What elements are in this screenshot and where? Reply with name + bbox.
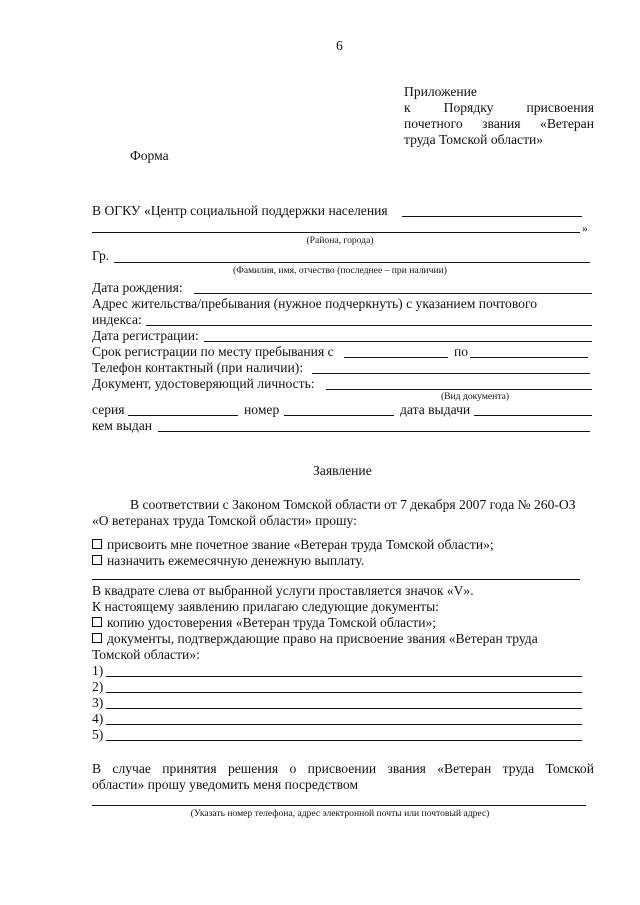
appendix-line3-text: почетного звания «Ветеран: [404, 116, 594, 131]
mark-note: В квадрате слева от выбранной услуги проставляется значок «V».: [92, 583, 474, 598]
attach-1-text: копию удостоверения «Ветеран труда Томской области»;: [107, 615, 437, 630]
birth-date-label: Дата рождения:: [92, 280, 183, 295]
issue-date-label: дата выдачи: [400, 402, 471, 417]
attach-intro: К настоящему заявлению прилагаю следующие документы:: [92, 599, 440, 614]
numbered-3-line[interactable]: [106, 708, 582, 709]
attach-2-text: документы, подтверждающие право на присвоение звания «Ветеран труда: [107, 631, 538, 646]
stay-to-label: по: [454, 344, 469, 359]
doc-type-hint: (Вид документа): [440, 391, 510, 402]
to-org-label: В ОГКУ «Центр социальной поддержки населения: [92, 203, 388, 218]
issued-by-line[interactable]: [158, 431, 590, 432]
birth-date-line[interactable]: [194, 293, 592, 294]
id-document-label: Документ, удостоверяющий личность:: [92, 376, 315, 391]
option-1: [92, 537, 494, 553]
appendix-line2: [404, 100, 594, 116]
notify-line-2: области» прошу уведомить меня посредством: [92, 777, 359, 792]
intro-line-2: «О ветеранах труда Томской области» прошу:: [92, 513, 357, 528]
citizen-label: Гр.: [92, 248, 110, 263]
attach-1: [92, 615, 436, 631]
phone-line[interactable]: [312, 373, 590, 374]
address-line[interactable]: [146, 325, 592, 326]
attach-2-cont: Томской области»:: [92, 647, 200, 662]
contact-line[interactable]: [92, 805, 586, 806]
appendix-line3: [404, 116, 594, 132]
attach-2: [92, 631, 538, 647]
attach-1-checkbox[interactable]: [92, 617, 102, 627]
numbered-5-label: 5): [92, 727, 104, 742]
option-1-checkbox[interactable]: [92, 539, 102, 549]
numbered-2-label: 2): [92, 679, 104, 694]
statement-title: Заявление: [313, 463, 372, 478]
number-line[interactable]: [284, 415, 394, 416]
id-document-line[interactable]: [326, 389, 592, 390]
stay-period-label: Срок регистрации по месту пребывания с: [92, 344, 334, 359]
intro-line-1: В соответствии с Законом Томской области от 7 декабря 2007 года № 260-ОЗ: [130, 497, 576, 512]
series-label: серия: [92, 402, 125, 417]
notify-line-1-text: В случае принятия решения о присвоении звания «Ветеран труда Томской: [92, 761, 594, 776]
option-2: [92, 553, 364, 569]
numbered-4-line[interactable]: [106, 724, 582, 725]
numbered-2-line[interactable]: [106, 692, 582, 693]
numbered-3-label: 3): [92, 695, 104, 710]
issued-by-label: кем выдан: [92, 418, 153, 433]
appendix-line4: труда Томской области»: [404, 132, 544, 147]
stay-to-line[interactable]: [470, 357, 588, 358]
attach-2-checkbox[interactable]: [92, 633, 102, 643]
address-label-2: индекса:: [92, 312, 142, 327]
stay-from-line[interactable]: [344, 357, 448, 358]
name-hint: (Фамилия, имя, отчество (последнее – при наличии): [233, 265, 447, 276]
form-label: Форма: [130, 148, 169, 163]
appendix-title: Приложение: [404, 84, 477, 99]
option-2-checkbox[interactable]: [92, 555, 102, 565]
numbered-1-line[interactable]: [106, 676, 582, 677]
phone-label: Телефон контактный (при наличии):: [92, 360, 304, 375]
district-line[interactable]: [402, 216, 582, 217]
notify-line-1: [92, 761, 594, 777]
numbered-1-label: 1): [92, 663, 104, 678]
address-label: Адрес жительства/пребывания (нужное подчеркнуть) с указанием почтового: [92, 296, 538, 311]
district-line-2[interactable]: [92, 232, 580, 233]
numbered-4-label: 4): [92, 711, 104, 726]
contact-hint: (Указать номер телефона, адрес электронной почты или почтовый адрес): [190, 808, 490, 819]
issue-date-line[interactable]: [474, 415, 592, 416]
registration-date-line[interactable]: [204, 341, 592, 342]
option-1-text: присвоить мне почетное звание «Ветеран труда Томской области»;: [107, 537, 494, 552]
page-number: 6: [336, 38, 343, 53]
options-separator: [92, 579, 580, 580]
registration-date-label: Дата регистрации:: [92, 328, 199, 343]
numbered-5-line[interactable]: [106, 740, 582, 741]
number-label: номер: [244, 402, 280, 417]
district-hint: (Района, города): [306, 235, 374, 246]
citizen-name-line[interactable]: [114, 262, 590, 263]
quote-close: »: [582, 221, 588, 235]
option-2-text: назначить ежемесячную денежную выплату.: [107, 553, 365, 568]
series-line[interactable]: [128, 415, 238, 416]
appendix-line2-text: к Порядку присвоения: [404, 100, 594, 115]
